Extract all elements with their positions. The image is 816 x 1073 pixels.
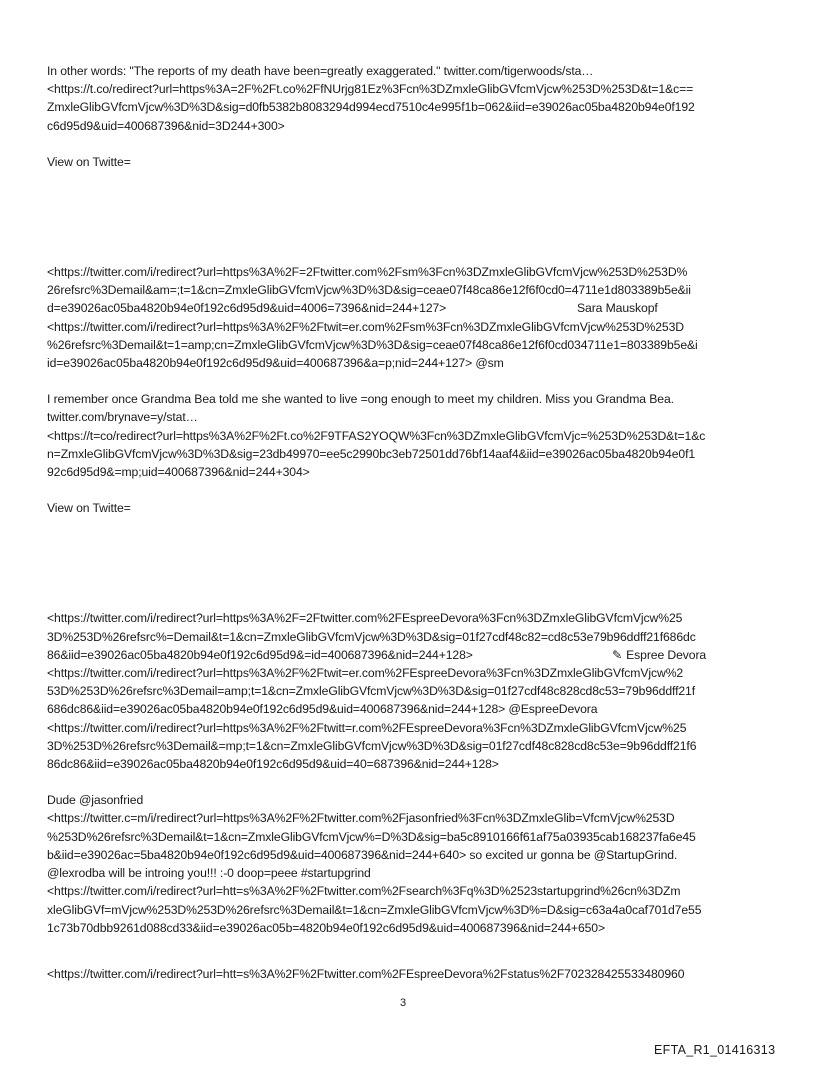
redirect-link[interactable]: 3D%253D%26refsrc%3Demail&=mp;t=1&cn=ZmxleGlibGVfcmVjcw%3D%3D&sig=01f27cdf48c828cd8c53e=9b96ddff21f6: [47, 738, 697, 753]
redirect-link[interactable]: 3D%253D%26refsrc%=Demail&t=1&cn=ZmxleGlibGVfcmVjcw%3D%3D&sig=01f27cdf48c82=cd8c53e79b96ddff21f686dc: [47, 629, 696, 644]
redirect-link[interactable]: 86dc86&iid=e39026ac05ba4820b94e0f192c6d95d9&uid=40=687396&nid=244+128>: [47, 757, 499, 772]
espree-name-label: Espree Devora: [626, 647, 707, 662]
redirect-link[interactable]: <https://twitter.com/i/redirect?url=https%3A%2F=2Ftwitter.com%2FEspreeDevora%3Fcn%3DZmxleGlibGVfcmVjcw%25: [47, 611, 683, 626]
redirect-link[interactable]: <https://twitter.com/i/redirect?url=htt=s%3A%2F%2Ftwitter.com%2Fsearch%3Fq%3D%2523startupgrind%26cn%3DZm: [47, 884, 681, 899]
redirect-link[interactable]: 686dc86&iid=e39026ac05ba4820b94e0f192c6d95d9&uid=400687396&nid=244+128> @EspreeDevora: [47, 702, 598, 717]
redirect-link[interactable]: d=e39026ac05ba4820b94e0f192c6d95d9&uid=4006=7396&nid=244+127>: [47, 301, 447, 316]
redirect-link[interactable]: id=e39026ac05ba4820b94e0f192c6d95d9&uid=400687396&a=p;nid=244+127> @sm: [47, 356, 504, 371]
page-number: 3: [400, 997, 407, 1009]
tweet-link[interactable]: twitter.com/brynave=y/stat…: [47, 410, 198, 425]
redirect-link[interactable]: <https://twitter.com/i/redirect?url=https%3A%2F%2Ftwit=er.com%2Fsm%3Fcn%3DZmxleGlibGVfcmVjcw%253D%253D: [47, 319, 684, 334]
text-line: In other words: "The reports of my death have been=greatly exaggerated." twitter.com/tigerwoods/sta…: [47, 64, 594, 78]
redirect-link[interactable]: ZmxleGlibGVfcmVjcw%3D%3D&sig=d0fb5382b8083294d994ecd7510c4e995f1b=062&iid=e39026ac05ba4820b94e0f192: [47, 100, 695, 115]
redirect-link[interactable]: <https://twitter.com/i/redirect?url=htt=s%3A%2F%2Ftwitter.com%2FEspreeDevora%2Fstatus%2F702328425533480960: [47, 966, 685, 981]
text-line: Dude @jasonfried: [47, 793, 144, 808]
redirect-link[interactable]: b&iid=e39026ac=5ba4820b94e0f192c6d95d9&uid=400687396&nid=244+640> so excited ur gonna be @StartupGrind.: [47, 847, 678, 862]
sender-name-espree: [612, 646, 706, 664]
view-on-twitter-link[interactable]: View on Twitte=: [47, 154, 131, 169]
text-line: @lexrodba will be introing you!!! :-0 doop=peee #startupgrind: [47, 866, 371, 881]
redirect-link[interactable]: <https://t.co/redirect?url=https%3A=2F%2Ft.co%2FfNUrjg81Ez%3Fcn%3DZmxleGlibGVfcmVjcw%253D%253D&t=1&c==: [47, 82, 694, 97]
redirect-link[interactable]: 26refsrc%3Demail&am=;t=1&cn=ZmxleGlibGVfcmVjcw%3D%3D&sig=ceae07f48ca86e12f6f0cd0=4711e1d803389b5e&ii: [47, 283, 691, 298]
redirect-link[interactable]: <https://twitter.com/i/redirect?url=https%3A%2F%2Ftwitt=r.com%2FEspreeDevora%3Fcn%3DZmxleGlibGVfcmVjcw%25: [47, 720, 687, 735]
bates-number: EFTA_R1_01416313: [654, 1043, 776, 1057]
pencil-icon: ✎: [612, 647, 623, 662]
redirect-link[interactable]: 53D%253D%26refsrc%3Demail=amp;t=1&cn=ZmxleGlibGVfcmVjcw%3D%3D&sig=01f27cdf48c828cd8c53=79b96ddff21f: [47, 684, 696, 699]
redirect-link[interactable]: <https://twitter.com/i/redirect?url=https%3A%2F%2Ftwit=er.com%2FEspreeDevora%3Fcn%3DZmxleGlibGVfcmVjcw%2: [47, 666, 684, 681]
text-line: I remember once Grandma Bea told me she wanted to live =ong enough to meet my children. Miss you Grandma Bea.: [47, 392, 674, 407]
redirect-link[interactable]: %253D%26refsrc%3Demail&t=1&cn=ZmxleGlibGVfcmVjcw%=D%3D&sig=ba5c8910166f61af75a03935cab168237fa6e45: [47, 829, 696, 844]
redirect-link[interactable]: %26refsrc%3Demail&t=1=amp;cn=ZmxleGlibGVfcmVjcw%3D%3D&sig=ceae07f48ca86e12f6f0cd034711e1=803389b5e&i: [47, 337, 698, 352]
redirect-link[interactable]: n=ZmxleGlibGVfcmVjcw%3D%3D&sig=23db49970=ee5c2990bc3eb72501dd76bf14aaf4&iid=e39026ac05ba4820b94e0f1: [47, 446, 696, 461]
sender-name-sara: Sara Mauskopf: [577, 301, 658, 316]
redirect-link[interactable]: 1c73b70dbb9261d088cd33&iid=e39026ac05b=4820b94e0f192c6d95d9&uid=400687396&nid=244+650>: [47, 920, 605, 935]
email-body: [47, 62, 773, 983]
redirect-link[interactable]: <https://twitter.c=m/i/redirect?url=https%3A%2F%2Ftwitter.com%2Fjasonfried%3Fcn%3DZmxleGlib=VfcmVjcw%253D: [47, 811, 675, 826]
redirect-link[interactable]: <https://twitter.com/i/redirect?url=https%3A%2F=2Ftwitter.com%2Fsm%3Fcn%3DZmxleGlibGVfcmVjcw%253D%253D%: [47, 265, 688, 280]
redirect-link[interactable]: <https://t=co/redirect?url=https%3A%2F%2Ft.co%2F9TFAS2YOQW%3Fcn%3DZmxleGlibGVfcmVjc=%253D%253D&t=1&c: [47, 428, 706, 443]
redirect-link[interactable]: 86&iid=e39026ac05ba4820b94e0f192c6d95d9&=id=400687396&nid=244+128>: [47, 647, 473, 662]
redirect-link[interactable]: 92c6d95d9&=mp;uid=400687396&nid=244+304>: [47, 465, 310, 480]
view-on-twitter-link[interactable]: View on Twitte=: [47, 501, 131, 516]
redirect-link[interactable]: c6d95d9&uid=400687396&nid=3D244+300>: [47, 118, 285, 133]
redirect-link[interactable]: xleGlibGVf=mVjcw%253D%253D%26refsrc%3Demail&t=1&cn=ZmxleGlibGVfcmVjcw%3D%=D&sig=c63a4a0caf701d7e55: [47, 902, 702, 917]
